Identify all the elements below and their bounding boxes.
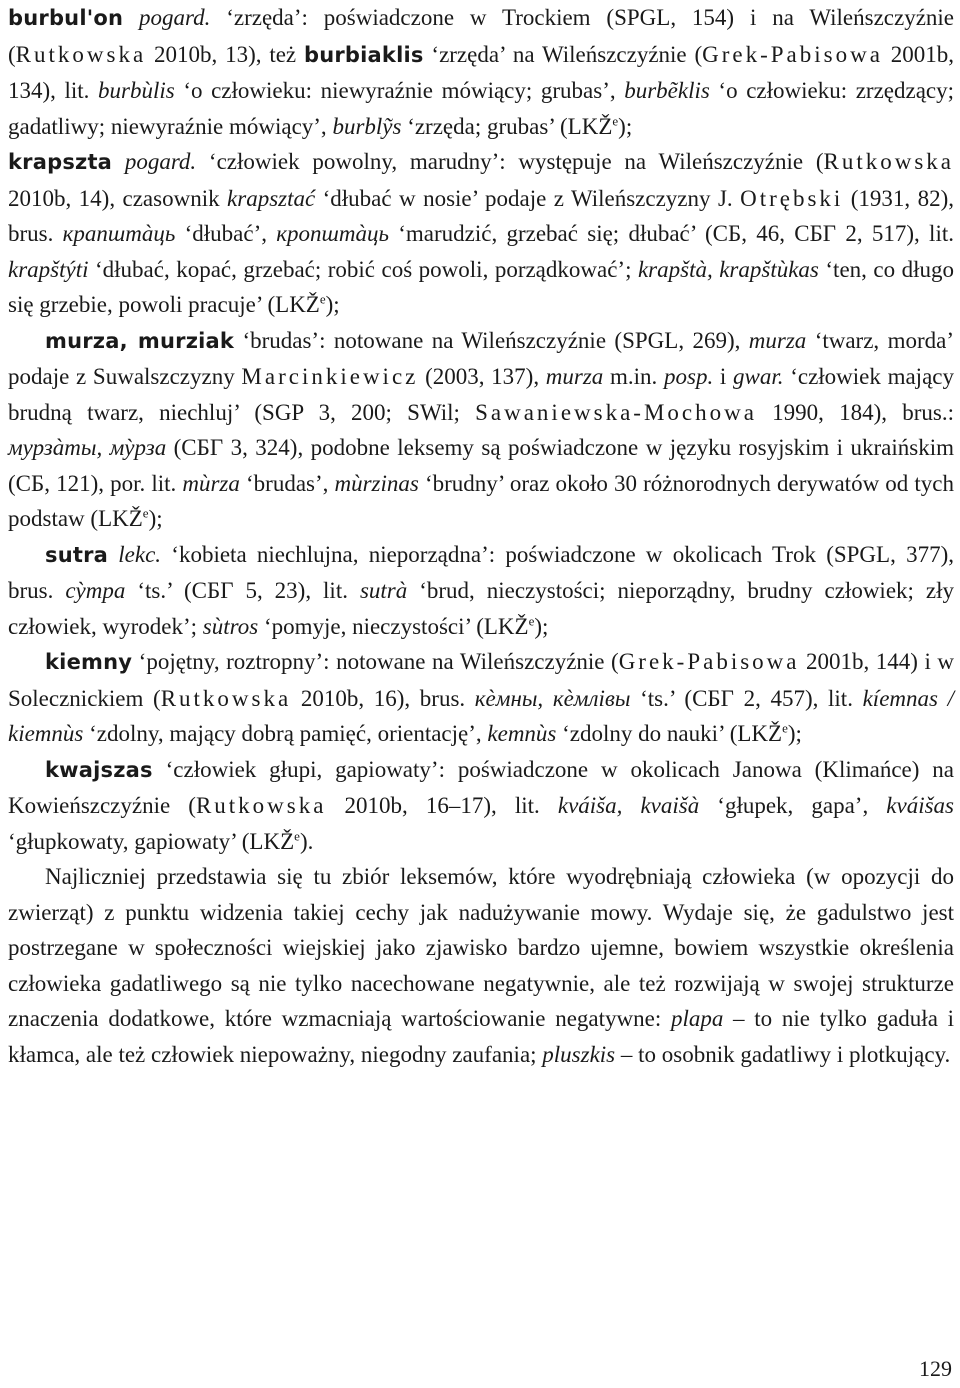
author-name: Rutkowska [15, 41, 147, 67]
paragraph [8, 537, 954, 645]
text-run: ‘brudas’, [239, 470, 335, 496]
italic-term: kváiša, kvaišà [557, 793, 700, 818]
text-run: ); [148, 506, 163, 531]
text-run: 2001b, 134), lit. [8, 41, 955, 103]
paragraph [8, 144, 954, 323]
author-name: Rutkowska [823, 149, 955, 174]
headword: murza, murziak [45, 328, 235, 353]
italic-term: kemnùs [487, 721, 557, 746]
italic-term: pogard. [139, 5, 211, 30]
text-run: ‘zdolny do nauki’ (LKŽ [556, 721, 783, 746]
text-run: ); [325, 292, 340, 317]
text-run: 2010b, 14), czasownik [8, 185, 228, 211]
text-run: ‘człowiek powolny, marudny’: występuje na Wileńszczyźnie ( [196, 149, 824, 174]
text-run: ‘zdolny, mający dobrą pamięć, orientację’, [83, 721, 488, 746]
headword: sutra [45, 542, 109, 567]
text-run: ‘ts.’ (СБГ 5, 23), lit. [125, 578, 360, 603]
text-run: 2010b, 16), brus. [291, 685, 475, 711]
text-run: ‘człowiek mający brudną twarz, niechluj’ (SGP 3, 200; SWil; [8, 364, 954, 425]
text-run: – to nie tylko gaduła i kłamca, ale też człowiek niepoważny, niegodny zaufania; [8, 1006, 954, 1067]
text-run: ‘brudas’: notowane na Wileńszczyźnie (SPGL, 269), [234, 327, 749, 353]
text-run: ‘kobieta niechlujna, nieporządna’: poświadczone w okolicach Trok (SPGL, 377), brus. [8, 541, 955, 603]
italic-term: pluszkis [542, 1041, 616, 1067]
headword: kiemny [45, 650, 133, 674]
superscript: e [142, 505, 149, 521]
italic-term: murza [748, 327, 807, 353]
author-name: Grek-Pabisowa [618, 649, 800, 674]
paragraph [8, 859, 954, 1072]
text-run: ‘zrzęda; grubas’ (LKŽ [401, 113, 613, 139]
italic-term: posp. [664, 364, 714, 389]
italic-term: mùrzinas [334, 470, 419, 496]
superscript: e [528, 612, 535, 628]
author-name: Otrębski [740, 185, 844, 211]
italic-term: кропштàць [276, 221, 389, 246]
text-run: ‘głupek, gapa’, [699, 793, 887, 818]
text-run: ‘ts.’ (СБГ 2, 457), lit. [630, 685, 863, 711]
text-run: i [713, 364, 733, 389]
text-run: ‘o człowieku: zrzędzący; gadatliwy; niewyraźnie mówiący’, [8, 78, 954, 139]
italic-term: gwar. [733, 364, 784, 389]
paragraph [8, 323, 954, 537]
superscript: e [612, 112, 619, 128]
text-run: Najliczniej przedstawia się tu zbiór leksemów, które wyodrębniają człowieka (w opozycji do zwierząt) z punktu widzenia takiej cechy jak nadużywanie mowy. Wydaje się, że gadulstwo jest postrzegane w społeczności wiejskiej jako zjawisko bardzo ujemne, bowiem wszystkie określenia człowieka gadatliwego są nie tylko nacechowane negatywnie, ale też rozwijają w swojej strukturze znaczenia dodatkowe, które wzmacniają wartościowanie negatywne: [8, 864, 954, 1031]
text-run: ‘człowiek głupi, gapiowaty’: poświadczone w okolicach Janowa (Klimańce) na Kowieńszczyźnie ( [8, 756, 954, 818]
italic-term: sutrà [359, 578, 408, 603]
text-run: ‘brudny’ oraz około 30 różnorodnych derywatów od tych podstaw (LKŽ [8, 470, 954, 531]
author-name: Marcinkiewicz [241, 364, 419, 389]
text-run: (1931, 82), brus. [8, 185, 954, 246]
superscript: e [782, 720, 788, 736]
italic-term: murza [545, 364, 604, 389]
text-run: ‘o człowieku: niewyraźnie mówiący; grubas’, [174, 78, 625, 103]
text-run: ‘dłubać, kopać, grzebać; robić coś powoli, porządkować’; [88, 256, 638, 282]
text-run [123, 5, 139, 30]
italic-term: krapštà, krapštùkas [637, 256, 819, 282]
text-run: ‘zrzęda’ na Wileńszczyźnie ( [423, 41, 703, 67]
text-run: ‘dłubać’, [175, 221, 277, 246]
paragraph [8, 0, 954, 144]
headword: kwajszas [45, 757, 153, 782]
text-run: ‘marudzić, grzebać się; dłubać’ (СБ, 46, СБГ 2, 517), lit. [388, 221, 954, 246]
text-run: ‘ten, co długo się grzebie, powoli pracuje’ (LKŽ [8, 256, 954, 317]
text-run: ); [618, 113, 633, 139]
superscript: e [319, 291, 326, 307]
italic-term: kíemnas / kiemnùs [8, 685, 954, 746]
text-run: ); [534, 613, 549, 639]
text-run: ‘pojętny, roztropny’: notowane na Wileńszczyźnie ( [132, 649, 619, 674]
italic-term: lekc. [118, 541, 162, 567]
italic-term: plapa [670, 1006, 724, 1031]
superscript: e [294, 827, 300, 843]
text-run: ‘pomyje, nieczystości’ (LKŽ [258, 613, 529, 639]
italic-term: burblỹs [332, 113, 402, 139]
author-name: Rutkowska [160, 685, 292, 711]
italic-term: мурзàты, мỳрза [8, 435, 167, 460]
italic-term: krapštýti [8, 256, 89, 282]
text-run: ‘głupkowaty, gapiowaty’ (LKŽ [8, 828, 295, 854]
page-number: 129 [919, 1356, 952, 1381]
headword: burbiaklis [303, 42, 424, 67]
headword: burbul'on [8, 6, 124, 30]
author-name: Grek-Pabisowa [702, 41, 883, 67]
italic-term: кèмны, кèмлівы [474, 685, 631, 711]
text-run: – to osobnik gadatliwy i plotkujący. [615, 1041, 951, 1067]
italic-term: mùrza [182, 470, 240, 496]
italic-term: сỳтра [65, 578, 126, 603]
text-run: (СБГ 3, 324), podobne leksemy są poświadczone w języku rosyjskim i ukraińskim (СБ, 121), por. lit. [8, 435, 955, 496]
text-run: ). [299, 828, 314, 854]
author-name: Rutkowska [195, 793, 327, 818]
italic-term: pogard. [124, 149, 197, 174]
italic-term: burbẽklis [624, 78, 710, 103]
italic-term: krapsztać [227, 185, 316, 211]
text-run: 2010b, 13), też [146, 41, 304, 67]
author-name: Sawaniewska-Mochowa [475, 399, 757, 425]
text-run [108, 542, 118, 567]
text-run: ‘dłubać w nosie’ podaje z Wileńszczyzny J. [315, 185, 741, 211]
body-text [8, 0, 954, 1072]
text-run: ‘brud, nieczystości; nieporządny, brudny człowiek; zły człowiek, wyrodek’; [8, 578, 954, 639]
text-run: 2001b, 144) i w Solecznickiem ( [8, 649, 954, 711]
text-run: ‘twarz, morda’ podaje z Suwalszczyzny [8, 327, 954, 389]
italic-term: burbùlis [98, 78, 175, 103]
text-run: 2010b, 16–17), lit. [326, 793, 558, 818]
text-run: ); [787, 721, 802, 746]
text-run: ‘zrzęda’: poświadczone w Trockiem (SPGL, 154) i na Wileńszczyźnie ( [8, 5, 954, 67]
text-run: m.in. [603, 364, 664, 389]
text-run: 1990, 184), brus.: [756, 399, 954, 425]
text-run [112, 149, 125, 174]
italic-term: kváišas [886, 793, 954, 818]
paragraph [8, 752, 954, 860]
paragraph [8, 644, 954, 752]
headword: krapszta [8, 150, 113, 174]
italic-term: sùtros [202, 613, 259, 639]
text-run: (2003, 137), [418, 364, 546, 389]
italic-term: крапштàць [62, 221, 176, 246]
